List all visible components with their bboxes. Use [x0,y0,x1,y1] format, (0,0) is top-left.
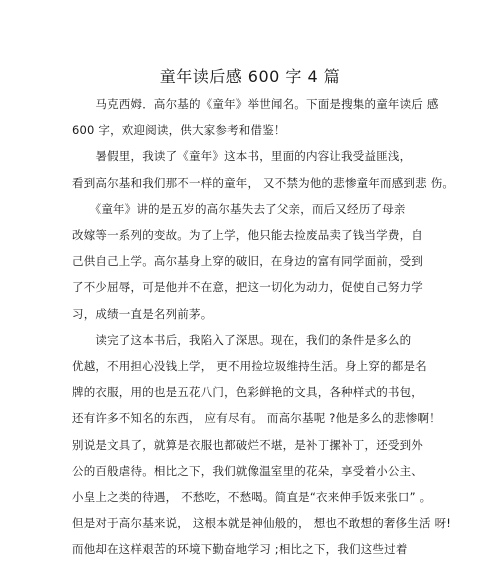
document-line: 而他却在这样艰苦的环境下勤奋地学习 ;相比之下，我们这些过着 [72,542,408,556]
document-line: 公的百般虐待。相比之下，我们就像温室里的花朵，享受着小公主、 [72,464,423,478]
document-line: 《童年》讲的是五岁的高尔基失去了父亲，而后又经历了母亲 [72,202,406,216]
document-line: 看到高尔基和我们那不一样的童年， 又不禁为他的悲惨童年而感到悲 伤。 [72,176,455,190]
document-line: 习，成绩一直是名列前茅。 [72,307,213,321]
document-line: 别说是文具了，就算是衣服也都破烂不堪，是补丁摞补丁，还受到外 [72,438,423,452]
document-title: 童年读后感 600 字 4 篇 [159,67,341,86]
document-line: 牌的衣服，用的也是五花八门，色彩鲜艳的文具，各种样式的书包， [72,385,423,399]
document-line: 马克西姆．高尔基的《童年》举世闻名。下面是搜集的童年读后 感 [72,97,439,111]
document-line: 还有许多不知名的东西， 应有尽有。 而高尔基呢 ?他是多么的悲惨啊！ [72,411,441,425]
document-line: 优越，不用担心没钱上学， 更不用捡垃圾维持生活。身上穿的都是名 [72,359,427,373]
document-line: 小皇上之类的待遇， 不愁吃，不愁喝。简直是“衣来伸手饭来张口” 。 [72,490,432,504]
document-line: 了不少屈辱，可是他并不在意，把这一切化为动力，促使自己努力学 [72,280,423,294]
document-line: 改嫁等一系列的变故。为了上学，他只能去捡废品卖了钱当学费，自 [72,228,423,242]
document-line: 暑假里，我读了《童年》这本书，里面的内容让我受益匪浅， [72,149,412,163]
document-line: 读完了这本书后，我陷入了深思。现在，我们的条件是多么的 [72,333,412,347]
document-line: 但是对于高尔基来说， 这根本就是神仙般的， 想也不敢想的奢侈生活 呀! [72,516,452,530]
document-line: 己供自己上学。高尔基身上穿的破旧，在身边的富有同学面前，受到 [72,254,423,268]
document-line: 600 字，欢迎阅读，供大家参考和借鉴！ [72,123,286,137]
